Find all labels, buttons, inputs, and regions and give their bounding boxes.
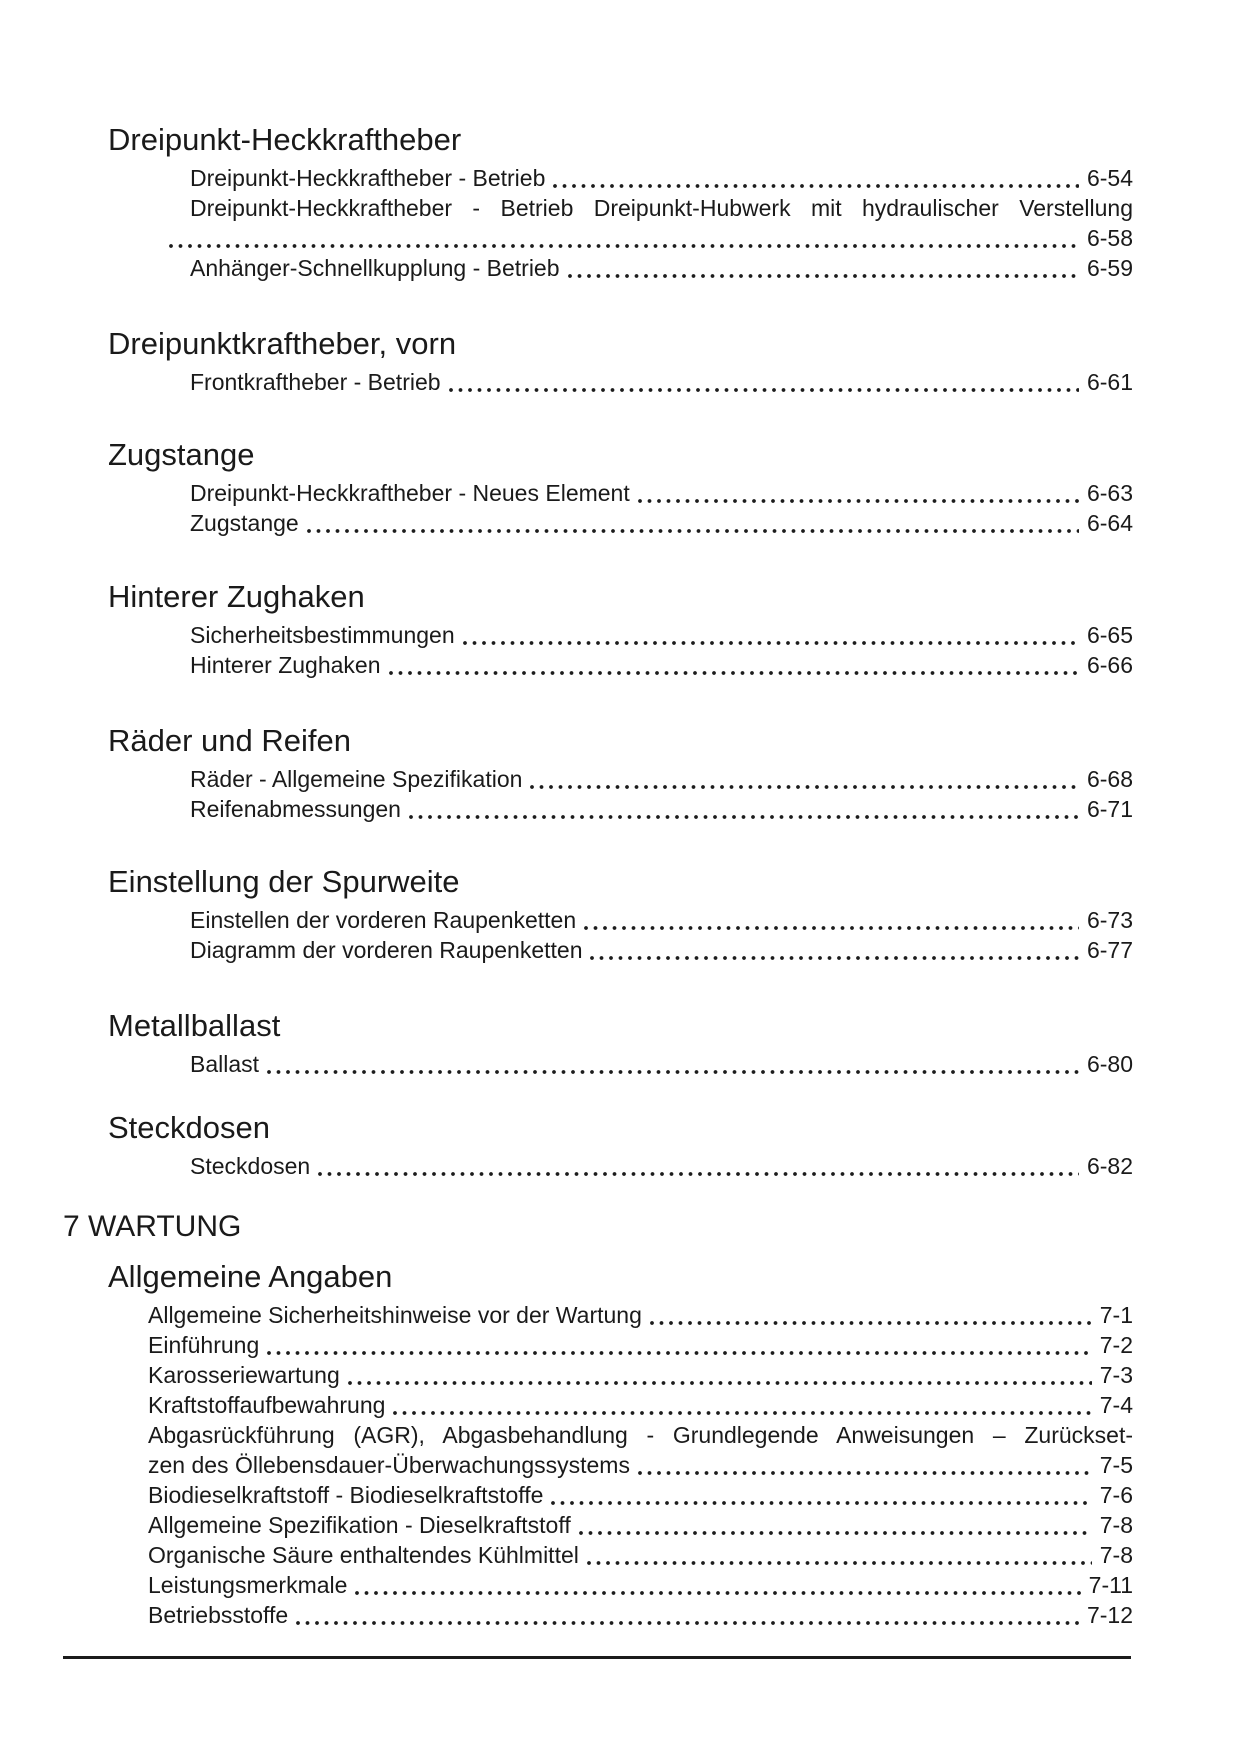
entry-label: zen des Öllebensdauer-Überwachungssystems [148,1452,630,1478]
toc-section [0,579,1241,680]
toc-entry [190,367,1133,397]
dot-leader [589,935,1078,965]
toc-entry [148,1360,1133,1390]
entry-label: Einführung [148,1332,260,1358]
entry-label: Anhänger-Schnellkupplung - Betrieb [190,255,560,281]
entry-label: Dreipunkt-Heckkraftheber - Betrieb Dreipunkt-Hubwerk mit hydraulischer Verstellung [190,195,1133,221]
section-title: Metallballast [108,1008,281,1043]
toc-entry-continuation [167,223,1133,253]
entry-label: Hinterer Zughaken [190,652,381,678]
toc-entry [190,253,1133,283]
toc-section [0,1259,1241,1630]
page-number: 6-80 [1086,1051,1133,1077]
dot-leader [586,1540,1092,1570]
toc-entry [190,163,1133,193]
entry-list [0,367,1241,397]
entry-list [0,1049,1241,1079]
entry-list [0,905,1241,965]
toc-entry [190,935,1133,965]
dot-leader [266,1049,1079,1079]
entry-label: Ballast [190,1051,260,1077]
entry-label: Allgemeine Sicherheitshinweise vor der Wartung [148,1302,642,1328]
page-number: 7-12 [1086,1602,1133,1628]
page-number: 7-8 [1099,1542,1133,1568]
dot-leader [578,1510,1092,1540]
entry-label: Organische Säure enthaltendes Kühlmittel [148,1542,579,1568]
entry-label: Leistungsmerkmale [148,1572,348,1598]
entry-label: Dreipunkt-Heckkraftheber - Neues Element [190,480,630,506]
toc-section [0,723,1241,824]
page-number: 6-58 [1086,225,1133,251]
toc-entry [190,478,1133,508]
dot-leader [388,650,1079,680]
dot-leader [649,1300,1092,1330]
entry-list [0,1151,1241,1181]
entry-label: Steckdosen [190,1153,311,1179]
section-title: Dreipunktkraftheber, vorn [108,326,457,361]
entry-label: Zugstange [190,510,299,536]
toc-entry [148,1510,1133,1540]
page-number: 6-82 [1086,1153,1133,1179]
entry-list [0,163,1241,283]
toc-entry [190,650,1133,680]
toc-entry [190,193,1133,223]
dot-leader [317,1151,1079,1181]
toc-entry [190,1151,1133,1181]
toc-entry [148,1300,1133,1330]
section-title: Steckdosen [108,1110,270,1145]
dot-leader [567,253,1079,283]
entry-label: Betriebsstoffe [148,1602,289,1628]
page-number: 6-68 [1086,766,1133,792]
page-number: 6-63 [1086,480,1133,506]
section-title: Hinterer Zughaken [108,579,365,614]
dot-leader [637,478,1079,508]
toc-section [0,122,1241,283]
entry-label: Frontkraftheber - Betrieb [190,369,441,395]
toc-section [0,1008,1241,1079]
page-number: 6-54 [1086,165,1133,191]
page-number: 7-1 [1099,1302,1133,1328]
dot-leader [637,1450,1092,1480]
toc-entry [190,620,1133,650]
entry-label: Sicherheitsbestimmungen [190,622,455,648]
toc-entry [190,764,1133,794]
toc-entry [190,905,1133,935]
dot-leader [295,1600,1079,1630]
toc-entry [148,1330,1133,1360]
dot-leader [266,1330,1092,1360]
entry-label: Abgasrückführung (AGR), Abgasbehandlung - Grundlegende Anweisungen – Zurückset- [148,1422,1133,1448]
dot-leader [462,620,1079,650]
dot-leader [583,905,1079,935]
chapter-title: 7 WARTUNG [63,1210,242,1243]
page-number: 6-77 [1086,937,1133,963]
page-number: 7-4 [1099,1392,1133,1418]
dot-leader [408,794,1079,824]
page-number: 7-5 [1099,1452,1133,1478]
entry-label: Diagramm der vorderen Raupenketten [190,937,583,963]
page-number: 6-65 [1086,622,1133,648]
page-number: 7-11 [1088,1572,1133,1598]
section-title: Dreipunkt-Heckkraftheber [108,122,462,157]
toc-entry [148,1390,1133,1420]
page-number: 6-66 [1086,652,1133,678]
entry-list [0,1300,1241,1630]
dot-leader [448,367,1079,397]
toc-entry [190,794,1133,824]
page-number: 7-2 [1099,1332,1133,1358]
dot-leader [552,163,1079,193]
section-title: Allgemeine Angaben [108,1259,393,1294]
page-number: 7-3 [1099,1362,1133,1388]
dot-leader [347,1360,1092,1390]
toc-entry [148,1420,1133,1450]
dot-leader [550,1480,1091,1510]
entry-label: Kraftstoffaufbewahrung [148,1392,386,1418]
toc-section [0,437,1241,538]
dot-leader [354,1570,1080,1600]
entry-label: Räder - Allgemeine Spezifikation [190,766,523,792]
entry-label: Dreipunkt-Heckkraftheber - Betrieb [190,165,546,191]
page-number: 7-6 [1099,1482,1133,1508]
page-number: 6-73 [1086,907,1133,933]
entry-label: Einstellen der vorderen Raupenketten [190,907,577,933]
section-title: Einstellung der Spurweite [108,864,460,899]
entry-label: Reifenabmessungen [190,796,401,822]
page-number: 7-8 [1099,1512,1133,1538]
toc-entry [148,1570,1133,1600]
page-number: 6-71 [1086,796,1133,822]
entry-label: Biodieselkraftstoff - Biodieselkraftstoffe [148,1482,544,1508]
section-title: Zugstange [108,437,255,472]
entry-list [0,478,1241,538]
toc-entry-continuation [148,1450,1133,1480]
dot-leader [392,1390,1091,1420]
dot-leader [306,508,1079,538]
toc-entry [148,1480,1133,1510]
toc-entry [190,1049,1133,1079]
toc-section [0,1110,1241,1181]
entry-label: Karosseriewartung [148,1362,340,1388]
page-number: 6-64 [1086,510,1133,536]
entry-list [0,764,1241,824]
page-number: 6-59 [1086,255,1133,281]
toc-entry [148,1540,1133,1570]
toc-section [0,864,1241,965]
dot-leader [168,223,1079,253]
entry-list [0,620,1241,680]
entry-label: Allgemeine Spezifikation - Dieselkraftstoff [148,1512,571,1538]
toc-section [0,326,1241,397]
footer-rule [63,1656,1131,1659]
page-number: 6-61 [1086,369,1133,395]
toc-entry [148,1600,1133,1630]
toc-entry [190,508,1133,538]
dot-leader [529,764,1079,794]
section-title: Räder und Reifen [108,723,351,758]
